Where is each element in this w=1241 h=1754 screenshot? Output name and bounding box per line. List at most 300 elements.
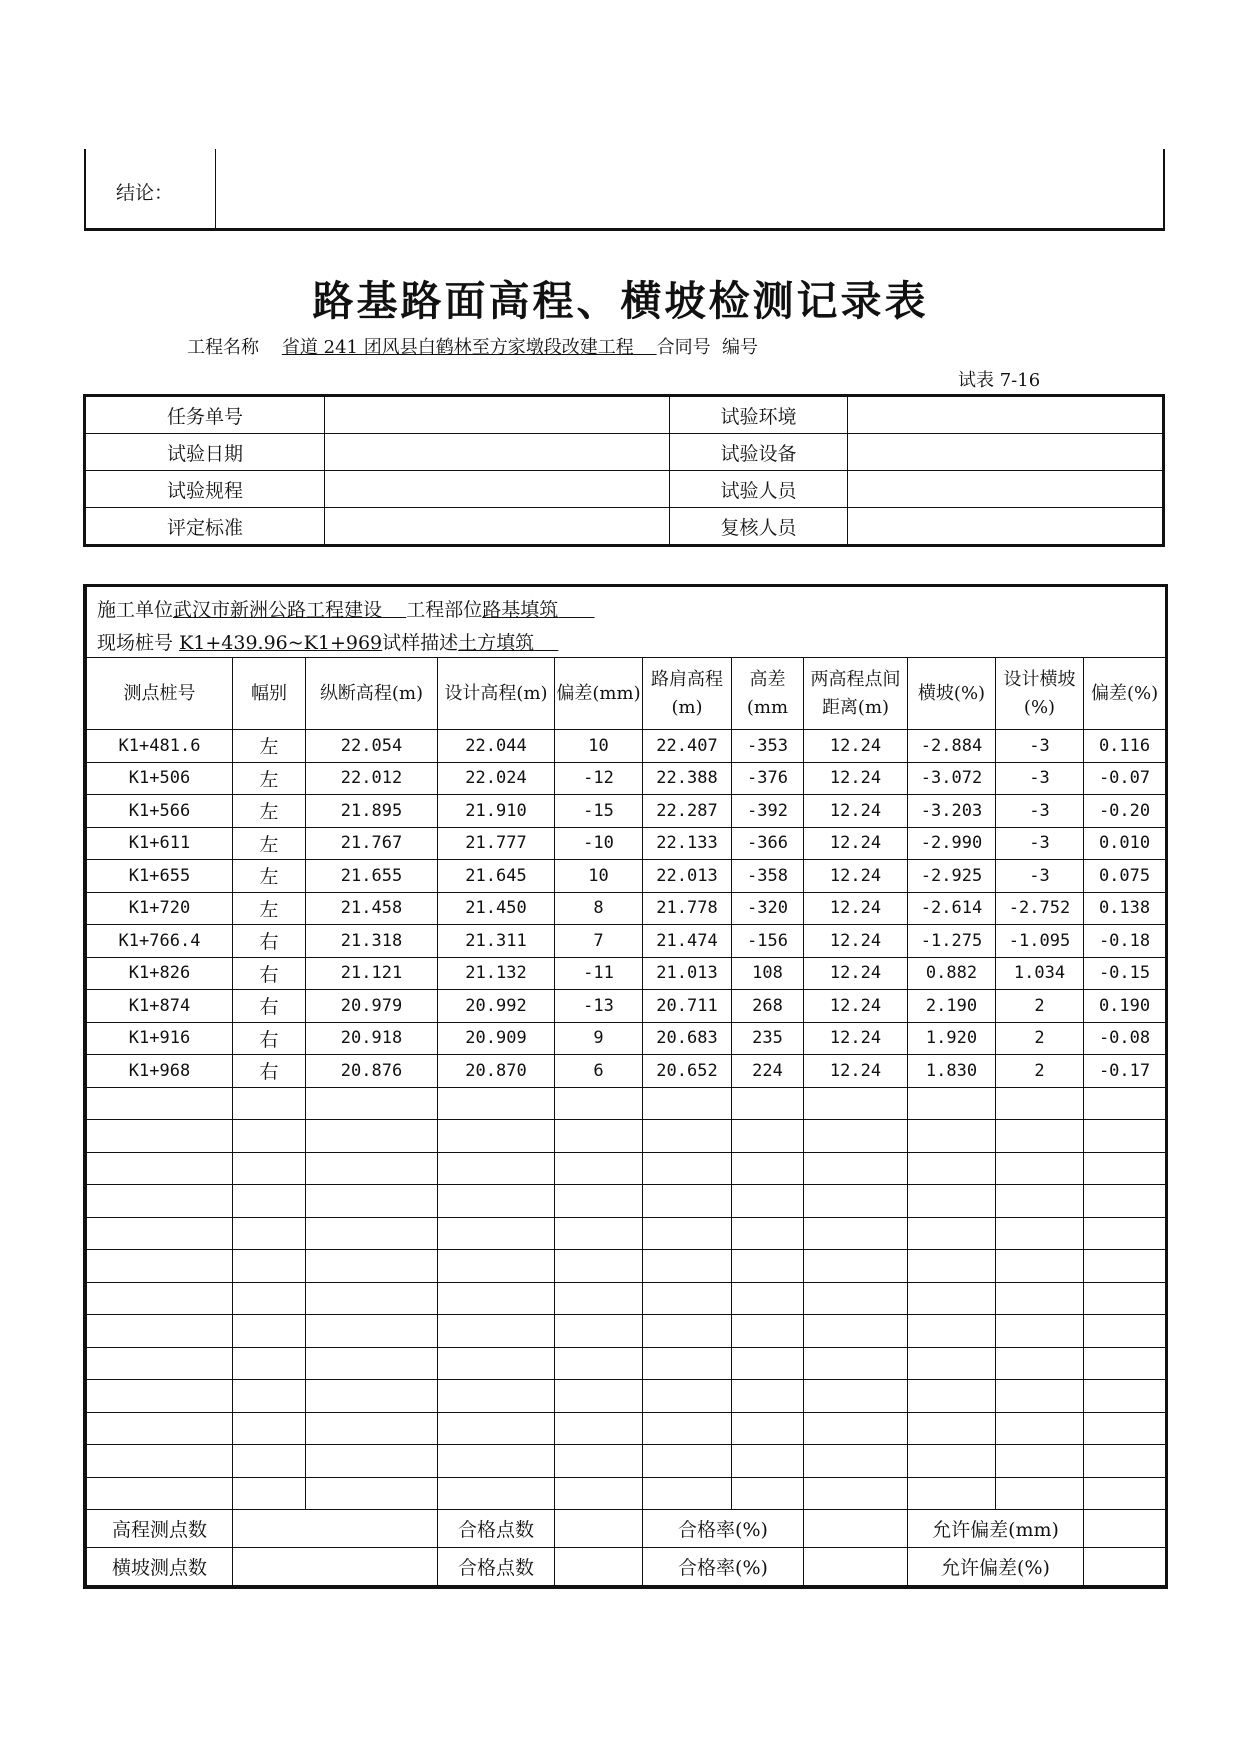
table-cell[interactable] [643,1477,732,1510]
table-cell[interactable] [908,1477,996,1510]
table-cell[interactable] [996,1412,1084,1445]
conclusion-label: 结论： [116,182,174,204]
table-cell[interactable] [87,1217,233,1250]
table-row [87,925,1166,958]
station-line: 现场桩号 K1+439.96~K1+969试样描述土方填筑 [87,625,1166,658]
table-cell: 0.116 [1084,730,1166,763]
form-number: 试表 7-16 [958,370,1041,391]
table-cell: K1+481.6 [87,730,233,763]
info-value-field[interactable] [325,434,670,471]
table-cell[interactable] [555,1445,643,1478]
info-label: 试验人员 [670,471,848,508]
table-cell[interactable] [438,1217,555,1250]
table-cell[interactable] [996,1347,1084,1380]
table-cell[interactable] [438,1250,555,1283]
summary-label: 横坡测点数 [87,1548,233,1586]
summary-row [87,1510,1166,1548]
table-cell[interactable] [306,1185,438,1218]
table-cell: 左 [233,860,306,893]
column-header: 纵断高程(m) [306,658,438,730]
table-row [87,860,1166,893]
table-row [87,1185,1166,1218]
table-cell: 20.870 [438,1055,555,1088]
summary-label: 允许偏差(mm) [908,1510,1084,1548]
table-row [87,1347,1166,1380]
table-cell: 左 [233,892,306,925]
table-cell: 22.133 [643,827,732,860]
column-header: 偏差(mm) [555,658,643,730]
table-cell: 21.121 [306,957,438,990]
table-cell[interactable] [1084,1120,1166,1153]
table-cell[interactable] [233,1347,306,1380]
table-cell[interactable] [438,1120,555,1153]
project-line [187,333,758,359]
table-cell[interactable] [233,1282,306,1315]
summary-row [87,1548,1166,1586]
table-cell[interactable] [306,1282,438,1315]
table-cell[interactable] [87,1412,233,1445]
table-cell: -2.752 [996,892,1084,925]
table-cell[interactable] [643,1120,732,1153]
table-cell: -12 [555,762,643,795]
table-cell[interactable] [996,1217,1084,1250]
table-cell[interactable] [804,1087,908,1120]
table-row [87,1412,1166,1445]
table-cell: 1.830 [908,1055,996,1088]
table-cell: -3 [996,860,1084,893]
info-row [85,508,1164,546]
info-value-field[interactable] [325,471,670,508]
table-cell: 22.013 [643,860,732,893]
table-cell[interactable] [233,1445,306,1478]
info-value-field[interactable] [848,434,1164,471]
table-cell[interactable] [996,1477,1084,1510]
table-cell: -156 [732,925,804,958]
info-label: 试验设备 [670,434,848,471]
table-cell: -13 [555,990,643,1023]
table-cell[interactable] [438,1445,555,1478]
info-label: 评定标准 [85,508,325,546]
table-cell[interactable] [996,1152,1084,1185]
table-cell[interactable] [1084,1185,1166,1218]
table-cell: 21.777 [438,827,555,860]
table-cell[interactable] [233,1250,306,1283]
table-cell[interactable] [555,1217,643,1250]
table-cell[interactable] [908,1347,996,1380]
table-cell[interactable] [732,1185,804,1218]
table-cell[interactable] [643,1250,732,1283]
table-cell[interactable] [643,1315,732,1348]
contract-label: 合同号 [656,337,711,358]
table-cell: -358 [732,860,804,893]
column-header: 幅别 [233,658,306,730]
table-cell[interactable] [908,1185,996,1218]
table-row [87,1055,1166,1088]
table-cell[interactable] [306,1412,438,1445]
table-cell[interactable] [438,1315,555,1348]
table-row [87,892,1166,925]
info-label: 试验日期 [85,434,325,471]
table-cell: -0.18 [1084,925,1166,958]
table-cell[interactable] [908,1120,996,1153]
summary-label: 合格点数 [438,1548,555,1586]
table-cell: 2 [996,1055,1084,1088]
table-cell[interactable] [87,1445,233,1478]
table-cell[interactable] [1084,1380,1166,1413]
table-cell[interactable] [732,1315,804,1348]
table-cell[interactable] [87,1087,233,1120]
project-name-label: 工程名称 [187,337,259,358]
table-cell: K1+826 [87,957,233,990]
table-cell[interactable] [643,1380,732,1413]
table-cell: 20.918 [306,1022,438,1055]
table-cell: K1+720 [87,892,233,925]
table-cell: -0.17 [1084,1055,1166,1088]
table-cell: -3.072 [908,762,996,795]
table-cell: 12.24 [804,990,908,1023]
table-cell: 1.920 [908,1022,996,1055]
table-cell: 21.778 [643,892,732,925]
table-row [87,1477,1166,1510]
table-cell[interactable] [438,1380,555,1413]
table-cell[interactable] [438,1087,555,1120]
table-cell: 224 [732,1055,804,1088]
table-row [87,827,1166,860]
summary-value-field[interactable] [233,1548,438,1586]
table-cell[interactable] [555,1347,643,1380]
table-cell[interactable] [643,1282,732,1315]
table-cell: 0.882 [908,957,996,990]
summary-value-field[interactable] [804,1510,908,1548]
number-label: 编号 [722,337,759,358]
table-cell[interactable] [643,1412,732,1445]
table-row [87,1315,1166,1348]
table-cell: 20.876 [306,1055,438,1088]
table-cell[interactable] [804,1250,908,1283]
table-cell: 12.24 [804,892,908,925]
table-row [87,1380,1166,1413]
table-cell[interactable] [804,1315,908,1348]
table-cell: -0.07 [1084,762,1166,795]
table-cell: 右 [233,990,306,1023]
table-cell: 12.24 [804,827,908,860]
table-cell: 6 [555,1055,643,1088]
table-cell[interactable] [233,1315,306,1348]
table-cell[interactable] [555,1152,643,1185]
info-value-field[interactable] [848,508,1164,546]
table-cell: 左 [233,730,306,763]
table-cell: -2.990 [908,827,996,860]
table-cell: 21.655 [306,860,438,893]
table-cell[interactable] [732,1347,804,1380]
table-cell: 22.044 [438,730,555,763]
table-cell[interactable] [555,1120,643,1153]
table-cell[interactable] [732,1282,804,1315]
info-label: 任务单号 [85,396,325,434]
table-cell: 12.24 [804,1055,908,1088]
table-cell[interactable] [87,1185,233,1218]
table-cell[interactable] [804,1185,908,1218]
table-cell: 108 [732,957,804,990]
table-cell: 2.190 [908,990,996,1023]
table-cell: K1+766.4 [87,925,233,958]
table-cell[interactable] [306,1152,438,1185]
table-cell[interactable] [306,1380,438,1413]
table-row [87,762,1166,795]
table-cell[interactable] [1084,1087,1166,1120]
table-cell[interactable] [1084,1152,1166,1185]
table-cell[interactable] [306,1477,438,1510]
table-cell[interactable] [643,1087,732,1120]
unit-line: 施工单位武汉市新洲公路工程建设 工程部位路基填筑 [87,587,1166,625]
table-cell[interactable] [908,1412,996,1445]
table-cell: 22.054 [306,730,438,763]
table-row [87,730,1166,763]
column-header: 设计横坡(%) [996,658,1084,730]
info-table [83,394,1165,547]
table-cell[interactable] [87,1282,233,1315]
table-cell: 20.909 [438,1022,555,1055]
table-cell[interactable] [1084,1445,1166,1478]
table-cell: 右 [233,1055,306,1088]
table-cell[interactable] [908,1282,996,1315]
table-cell[interactable] [555,1315,643,1348]
table-cell[interactable] [555,1412,643,1445]
table-cell[interactable] [555,1477,643,1510]
table-cell: 21.318 [306,925,438,958]
table-cell[interactable] [438,1347,555,1380]
table-cell[interactable] [87,1120,233,1153]
measurement-table [86,587,1166,1586]
table-cell: -366 [732,827,804,860]
table-cell[interactable] [1084,1250,1166,1283]
table-cell[interactable] [643,1347,732,1380]
table-row [87,1445,1166,1478]
table-cell[interactable] [306,1445,438,1478]
table-cell[interactable] [908,1445,996,1478]
table-cell[interactable] [908,1380,996,1413]
table-cell[interactable] [804,1217,908,1250]
table-row [87,1087,1166,1120]
table-cell[interactable] [87,1347,233,1380]
table-cell[interactable] [732,1152,804,1185]
table-cell: 21.450 [438,892,555,925]
info-value-field[interactable] [848,396,1164,434]
table-cell: 12.24 [804,730,908,763]
table-cell[interactable] [804,1412,908,1445]
table-cell[interactable] [908,1250,996,1283]
table-cell[interactable] [306,1315,438,1348]
info-value-field[interactable] [325,508,670,546]
column-header: 偏差(%) [1084,658,1166,730]
table-cell[interactable] [804,1120,908,1153]
table-cell[interactable] [233,1412,306,1445]
column-header: 设计高程(m) [438,658,555,730]
table-cell: -3 [996,795,1084,828]
table-cell: -0.08 [1084,1022,1166,1055]
table-row [87,795,1166,828]
table-cell[interactable] [233,1120,306,1153]
table-cell[interactable] [804,1152,908,1185]
table-cell: 7 [555,925,643,958]
table-cell[interactable] [306,1120,438,1153]
table-cell: -0.20 [1084,795,1166,828]
table-cell[interactable] [306,1087,438,1120]
table-cell[interactable] [996,1185,1084,1218]
table-cell[interactable] [438,1412,555,1445]
table-cell: -0.15 [1084,957,1166,990]
table-cell[interactable] [908,1152,996,1185]
page-title: 路基路面高程、横坡检测记录表 [312,277,929,325]
table-cell: -2.884 [908,730,996,763]
table-cell[interactable] [996,1282,1084,1315]
table-cell[interactable] [233,1152,306,1185]
table-cell[interactable] [804,1380,908,1413]
table-cell[interactable] [804,1445,908,1478]
table-cell[interactable] [1084,1412,1166,1445]
table-cell[interactable] [732,1250,804,1283]
info-value-field[interactable] [325,396,670,434]
summary-label: 允许偏差(%) [908,1548,1084,1586]
table-cell: 21.458 [306,892,438,925]
table-cell: K1+874 [87,990,233,1023]
info-row [85,471,1164,508]
table-cell: 左 [233,762,306,795]
summary-value-field[interactable] [555,1548,643,1586]
table-cell[interactable] [732,1217,804,1250]
table-cell[interactable] [1084,1315,1166,1348]
table-cell[interactable] [732,1087,804,1120]
table-cell[interactable] [643,1185,732,1218]
table-cell[interactable] [438,1185,555,1218]
table-cell: 22.012 [306,762,438,795]
table-cell: -3.203 [908,795,996,828]
table-cell[interactable] [643,1217,732,1250]
table-cell: 8 [555,892,643,925]
table-cell: K1+566 [87,795,233,828]
table-cell[interactable] [996,1380,1084,1413]
info-label: 复核人员 [670,508,848,546]
table-cell[interactable] [306,1250,438,1283]
table-cell[interactable] [804,1282,908,1315]
summary-value-field[interactable] [804,1548,908,1586]
table-cell[interactable] [732,1412,804,1445]
table-cell[interactable] [908,1315,996,1348]
table-cell[interactable] [306,1217,438,1250]
table-cell[interactable] [233,1477,306,1510]
table-cell: 21.895 [306,795,438,828]
table-cell: 10 [555,860,643,893]
table-cell[interactable] [87,1477,233,1510]
table-cell[interactable] [996,1250,1084,1283]
table-cell: 12.24 [804,1022,908,1055]
table-cell[interactable] [732,1380,804,1413]
table-cell[interactable] [233,1185,306,1218]
table-cell[interactable] [1084,1217,1166,1250]
table-cell[interactable] [804,1347,908,1380]
table-cell: -2.925 [908,860,996,893]
table-cell: -1.095 [996,925,1084,958]
table-cell[interactable] [996,1120,1084,1153]
main-table-wrap [83,584,1168,1589]
table-cell[interactable] [804,1477,908,1510]
info-label: 试验规程 [85,471,325,508]
table-cell[interactable] [87,1152,233,1185]
table-cell[interactable] [233,1087,306,1120]
table-cell[interactable] [555,1250,643,1283]
table-cell[interactable] [306,1347,438,1380]
table-cell: 22.287 [643,795,732,828]
table-row [87,1120,1166,1153]
table-cell[interactable] [555,1380,643,1413]
table-cell: 右 [233,1022,306,1055]
summary-value-field[interactable] [1084,1510,1166,1548]
table-cell[interactable] [732,1120,804,1153]
table-cell: 1.034 [996,957,1084,990]
table-cell[interactable] [233,1217,306,1250]
table-cell[interactable] [908,1087,996,1120]
table-cell[interactable] [438,1152,555,1185]
table-cell[interactable] [87,1250,233,1283]
table-cell: -320 [732,892,804,925]
table-cell: 21.013 [643,957,732,990]
info-value-field[interactable] [848,471,1164,508]
table-cell[interactable] [438,1477,555,1510]
table-cell: 21.910 [438,795,555,828]
summary-value-field[interactable] [555,1510,643,1548]
table-cell[interactable] [643,1152,732,1185]
conclusion-box [84,149,1165,231]
table-cell[interactable] [87,1380,233,1413]
summary-value-field[interactable] [1084,1548,1166,1586]
summary-label: 高程测点数 [87,1510,233,1548]
table-cell[interactable] [996,1315,1084,1348]
table-cell[interactable] [87,1315,233,1348]
table-cell[interactable] [233,1380,306,1413]
table-cell[interactable] [438,1282,555,1315]
info-label: 试验环境 [670,396,848,434]
table-cell[interactable] [643,1445,732,1478]
summary-value-field[interactable] [233,1510,438,1548]
table-cell[interactable] [555,1185,643,1218]
table-cell: 21.645 [438,860,555,893]
table-row [87,1217,1166,1250]
table-cell[interactable] [732,1477,804,1510]
table-cell: 22.024 [438,762,555,795]
table-cell[interactable] [996,1087,1084,1120]
table-cell: 22.388 [643,762,732,795]
table-cell[interactable] [1084,1477,1166,1510]
table-cell: 左 [233,827,306,860]
table-cell: 9 [555,1022,643,1055]
table-cell: -353 [732,730,804,763]
table-cell: 12.24 [804,762,908,795]
table-cell: K1+655 [87,860,233,893]
table-cell: 21.474 [643,925,732,958]
table-cell: -1.275 [908,925,996,958]
table-cell[interactable] [732,1445,804,1478]
table-cell: 10 [555,730,643,763]
table-cell[interactable] [1084,1347,1166,1380]
table-cell[interactable] [1084,1282,1166,1315]
table-cell[interactable] [908,1217,996,1250]
table-cell[interactable] [555,1282,643,1315]
table-cell: -10 [555,827,643,860]
table-cell[interactable] [555,1087,643,1120]
table-cell: -392 [732,795,804,828]
table-cell[interactable] [996,1445,1084,1478]
table-row [87,1282,1166,1315]
